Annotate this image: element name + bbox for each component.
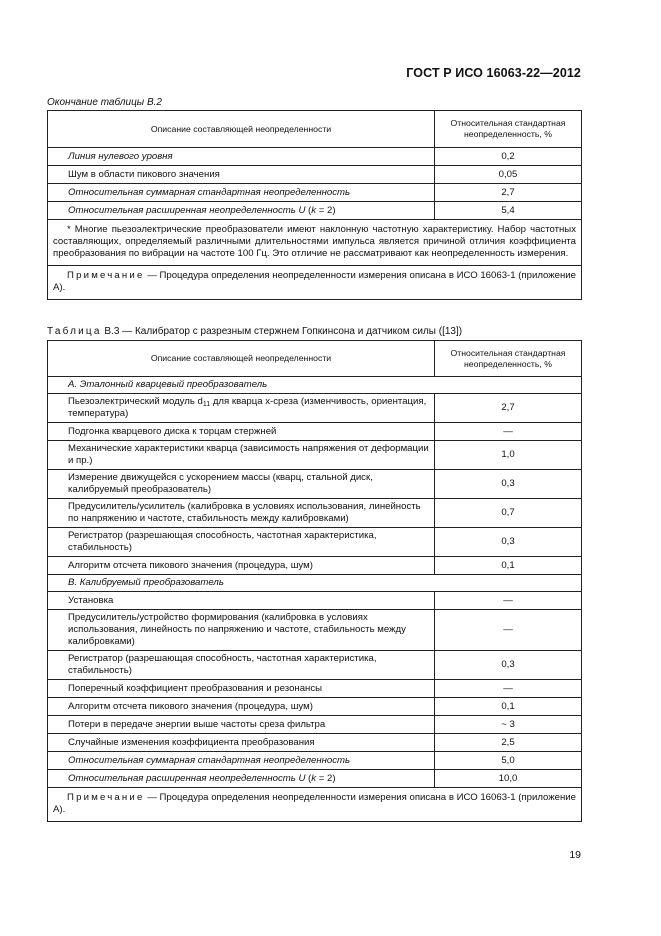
text-span: = 2) xyxy=(316,772,336,784)
page-number: 19 xyxy=(569,849,581,861)
row-val: 2,7 xyxy=(435,184,582,202)
table-row xyxy=(48,528,582,557)
table-row xyxy=(48,651,582,680)
text-span: = 2) xyxy=(316,204,336,216)
text-span: k xyxy=(311,204,317,216)
table-row xyxy=(48,752,582,770)
table2-col-val: Относительная стандартная неопределенность, % xyxy=(435,341,582,377)
row-desc: Потери в передаче энергии выше частоты среза фильтра xyxy=(48,716,435,734)
note-text xyxy=(53,270,576,294)
row-val: — xyxy=(435,592,582,610)
text-span: k xyxy=(311,772,317,784)
table1 xyxy=(47,110,582,300)
table2-col-desc: Описание составляющей неопределенности xyxy=(48,341,435,377)
subscript: 11 xyxy=(202,401,211,408)
row-val: — xyxy=(435,680,582,698)
row-desc: Регистратор (разрешающая способность, частотная характеристика, стабильность) xyxy=(48,528,435,557)
note-body: — Процедура определения неопределенности измерения описана в ИСО 16063-1 (приложение А). xyxy=(53,270,576,293)
table-row xyxy=(48,499,582,528)
row-val: 0,3 xyxy=(435,528,582,557)
table1-note-row xyxy=(48,266,582,300)
row-desc: Механические характеристики кварца (зависимость напряжения от деформации и пр.) xyxy=(48,441,435,470)
row-desc: Шум в области пикового значения xyxy=(48,166,435,184)
row-val: — xyxy=(435,610,582,651)
row-desc: Регистратор (разрешающая способность, частотная характеристика, стабильность) xyxy=(48,651,435,680)
table-row xyxy=(48,184,582,202)
table1-col-desc: Описание составляющей неопределенности xyxy=(48,111,435,148)
footnote-text: * Многие пьезоэлектрические преобразователи имеют наклонную частотную характеристику. Набор частотных составляющих, определяемый различными длительностями импульса является причиной отличия коэффициента преобразования по вибрации на частоте 100 Гц. Это отличие не рассматривают как неопределенность измерения. xyxy=(53,224,576,259)
table-row xyxy=(48,770,582,788)
row-desc: Измерение движущейся с ускорением массы (кварц, стальной диск, калибруемый преобразователь) xyxy=(48,470,435,499)
text-span: Относительная расширенная неопределенность xyxy=(68,204,299,216)
section-b-title: В. Калибруемый преобразователь xyxy=(48,575,582,592)
row-desc xyxy=(48,394,435,423)
row-desc: Относительная суммарная стандартная неопределенность xyxy=(48,184,435,202)
table-row xyxy=(48,698,582,716)
table-row xyxy=(48,716,582,734)
row-val: 0,05 xyxy=(435,166,582,184)
note-cell xyxy=(48,788,582,822)
row-desc xyxy=(48,202,435,220)
document-header: ГОСТ Р ИСО 16063-22—2012 xyxy=(406,66,581,80)
table2-note-row xyxy=(48,788,582,822)
table-row xyxy=(48,680,582,698)
table-row xyxy=(48,423,582,441)
table2-caption xyxy=(47,326,462,337)
row-desc: Относительная суммарная стандартная неопределенность xyxy=(48,752,435,770)
row-desc: Поперечный коэффициент преобразования и резонансы xyxy=(48,680,435,698)
row-val: — xyxy=(435,423,582,441)
caption-text: В.3 — Калибратор с разрезным стержнем Гопкинсона и датчиком силы ([13]) xyxy=(101,326,463,337)
row-val: ~ 3 xyxy=(435,716,582,734)
row-desc: Предусилитель/устройство формирования (калибровка в условиях использования, линейность по напряжению и частоте, стабильность между калибровками) xyxy=(48,610,435,651)
table-row xyxy=(48,557,582,575)
section-a-title: А. Эталонный кварцевый преобразователь xyxy=(48,377,582,394)
row-desc: Подгонка кварцевого диска к торцам стержней xyxy=(48,423,435,441)
table1-col-val: Относительная стандартная неопределенность, % xyxy=(435,111,582,148)
table1-caption: Окончание таблицы В.2 xyxy=(47,97,162,108)
footnote-cell xyxy=(48,220,582,266)
row-desc: Предусилитель/усилитель (калибровка в условиях использования, линейность по напряжению и частоте, стабильность между калибровками) xyxy=(48,499,435,528)
text-span: Пьезоэлектрический модуль d xyxy=(68,396,203,407)
text-span: U xyxy=(298,204,306,216)
note-cell xyxy=(48,266,582,300)
table-row xyxy=(48,148,582,166)
note-label: Примечание xyxy=(67,270,145,281)
row-val: 0,1 xyxy=(435,698,582,716)
table-row xyxy=(48,394,582,423)
section-row xyxy=(48,575,582,592)
text-span: Относительная расширенная неопределенность xyxy=(68,772,299,784)
row-val: 2,7 xyxy=(435,394,582,423)
text-span: ( xyxy=(305,204,312,216)
text-span: ( xyxy=(305,772,312,784)
row-val: 0,1 xyxy=(435,557,582,575)
row-val: 0,3 xyxy=(435,651,582,680)
row-desc: Алгоритм отсчета пикового значения (процедура, шум) xyxy=(48,698,435,716)
row-val: 5,4 xyxy=(435,202,582,220)
row-desc: Линия нулевого уровня xyxy=(48,148,435,166)
row-val: 0,3 xyxy=(435,470,582,499)
caption-label: Таблица xyxy=(47,326,102,337)
row-val: 10,0 xyxy=(435,770,582,788)
text-span: для кварца x-среза (изменчивость, ориентация, температура) xyxy=(68,396,427,419)
row-desc: Случайные изменения коэффициента преобразования xyxy=(48,734,435,752)
table-row xyxy=(48,470,582,499)
row-desc: Алгоритм отсчета пикового значения (процедура, шум) xyxy=(48,557,435,575)
table1-footnote-row xyxy=(48,220,582,266)
text-span: U xyxy=(298,772,306,784)
table-row xyxy=(48,592,582,610)
section-row xyxy=(48,377,582,394)
table2 xyxy=(47,340,582,822)
table-row xyxy=(48,166,582,184)
row-val: 5,0 xyxy=(435,752,582,770)
table-row xyxy=(48,202,582,220)
table-row xyxy=(48,734,582,752)
row-val: 0,7 xyxy=(435,499,582,528)
note-body: — Процедура определения неопределенности измерения описана в ИСО 16063-1 (приложение А). xyxy=(53,792,576,815)
row-desc: Установка xyxy=(48,592,435,610)
table1-header-row xyxy=(48,111,582,148)
note-text xyxy=(53,792,576,816)
row-val: 1,0 xyxy=(435,441,582,470)
table-row xyxy=(48,441,582,470)
table2-header-row xyxy=(48,341,582,377)
row-val: 0,2 xyxy=(435,148,582,166)
table-row xyxy=(48,610,582,651)
note-label: Примечание xyxy=(67,792,145,803)
row-val: 2,5 xyxy=(435,734,582,752)
row-desc xyxy=(48,770,435,788)
